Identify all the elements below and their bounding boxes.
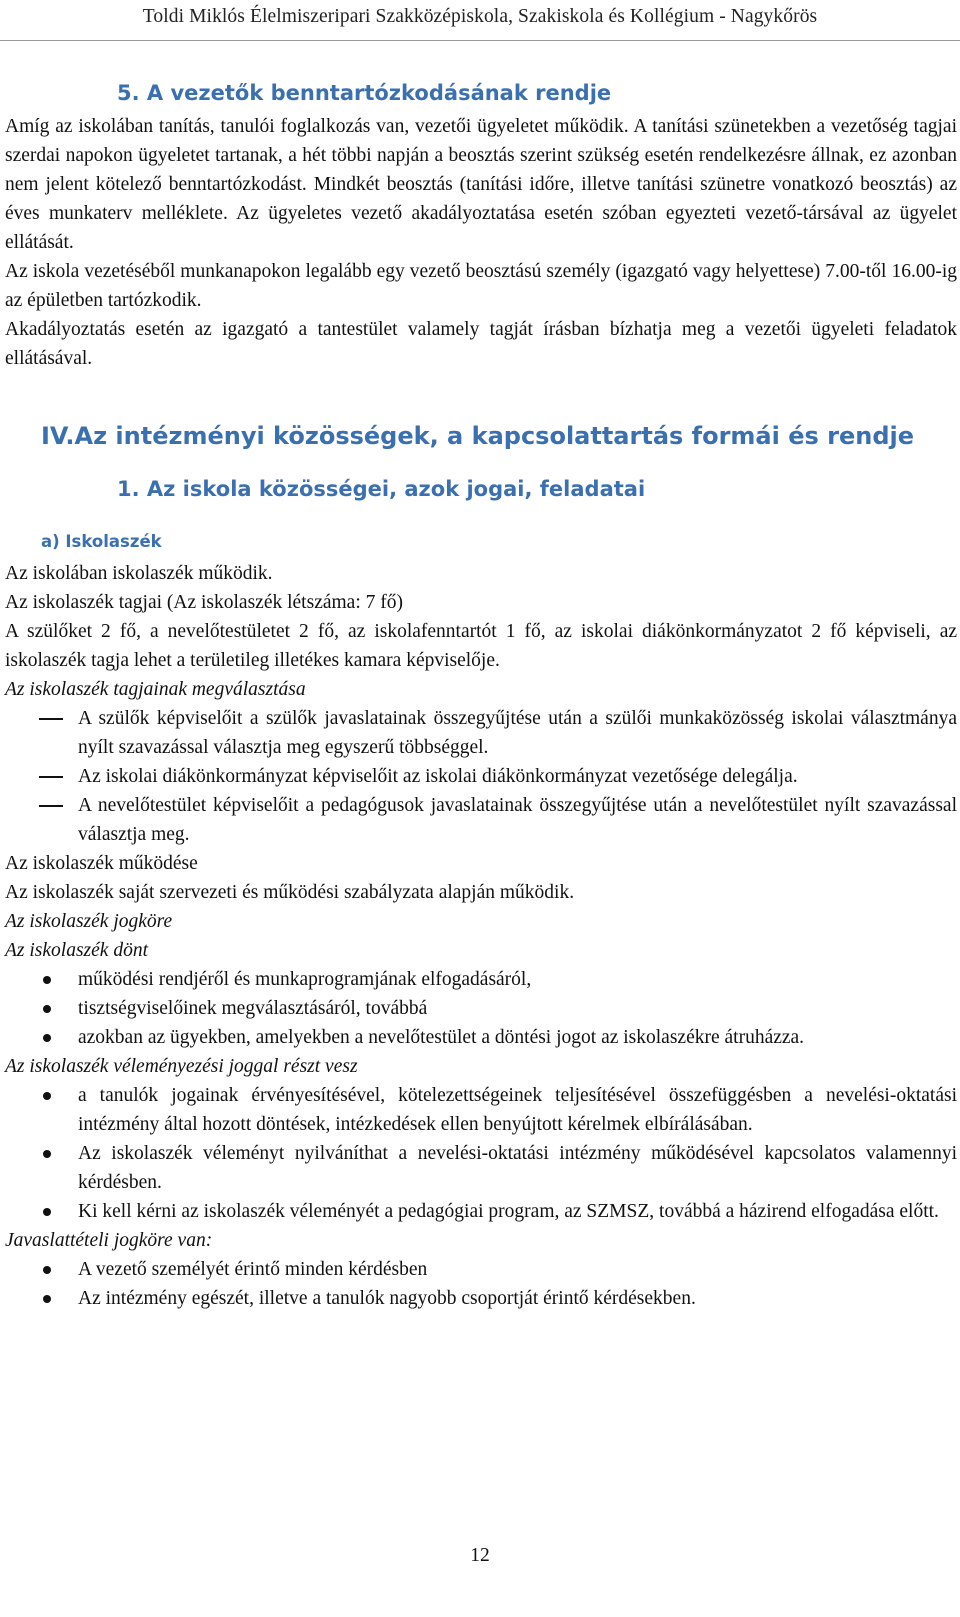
list-item-text: Az iskolai diákönkormányzat képviselőit az iskolai diákönkormányzat vezetősége delegálja. bbox=[78, 766, 798, 787]
decides-heading: Az iskolaszék dönt bbox=[5, 940, 148, 961]
list-item-text: Ki kell kérni az iskolaszék véleményét a pedagógiai program, az SZMSZ, továbbá a házirend elfogadása előtt. bbox=[78, 1201, 939, 1222]
list-item bbox=[5, 965, 957, 994]
dash-bullet-icon bbox=[39, 704, 65, 720]
list-item bbox=[5, 1139, 957, 1197]
section-5-paragraph-2: Az iskola vezetéséből munkanapokon legalább egy vezető beosztású személy (igazgató vagy helyettese) 7.00-től 16.00-ig az épületben tartózkodik. bbox=[5, 261, 957, 311]
proposal-heading: Javaslattételi jogköre van: bbox=[5, 1230, 213, 1251]
operation-text: Az iskolaszék saját szervezeti és működési szabályzata alapján működik. bbox=[5, 882, 575, 903]
list-item-text: Az intézmény egészét, illetve a tanulók nagyobb csoportját érintő kérdésekben. bbox=[78, 1288, 696, 1309]
list-item-text: tisztségviselőinek megválasztásáról, továbbá bbox=[78, 998, 428, 1019]
decides-list bbox=[5, 965, 957, 1052]
page-number: 12 bbox=[470, 1545, 490, 1566]
operation-heading: Az iskolaszék működése bbox=[5, 853, 198, 874]
header-school-name: Toldi Miklós Élelmiszeripari Szakközépiskola, Szakiskola és Kollégium - Nagykőrös bbox=[142, 6, 818, 27]
chapter-iv-heading: IV.Az intézményi közösségek, a kapcsolattartás formái és rendje bbox=[41, 422, 914, 450]
section-5-paragraph-3: Akadályoztatás esetén az igazgató a tantestület valamely tagját írásban bízhatja meg a vezetői ügyeleti feladatok ellátásával. bbox=[5, 319, 957, 369]
list-item-text: A nevelőtestület képviselőit a pedagógusok javaslatainak összegyűjtése után a nevelőtestület nyílt szavazással választja meg. bbox=[78, 795, 957, 845]
bullet-icon bbox=[43, 1208, 51, 1216]
list-item-text: A vezető személyét érintő minden kérdésben bbox=[78, 1259, 428, 1280]
section-5-paragraph-1: Amíg az iskolában tanítás, tanulói foglalkozás van, vezetői ügyeletet működik. A tanítási szünetekben a vezetőség tagjai szerdai napokon ügyeletet tartanak, a hét többi napján a beosztás szerint szükség esetén rendelkezésre állnak, ez azonban nem jelent kötelező benntartózkodást. Mindkét beosztás (tanítási időre, illetve tanítási szünetre vonatkozó beosztás) az éves munkaterv melléklete. Az ügyeletes vezető akadályoztatása esetén szóban egyezteti vezető-társával az ügyelet ellátását. bbox=[5, 116, 957, 253]
bullet-icon bbox=[43, 1034, 51, 1042]
list-item bbox=[5, 704, 957, 762]
election-list bbox=[5, 704, 957, 849]
list-item-text: működési rendjéről és munkaprogramjának elfogadásáról, bbox=[78, 969, 532, 990]
dash-bullet-icon bbox=[39, 791, 65, 807]
opinion-list bbox=[5, 1081, 957, 1226]
bullet-icon bbox=[43, 1150, 51, 1158]
page-header bbox=[0, 0, 960, 41]
list-item bbox=[5, 1081, 957, 1139]
opinion-heading: Az iskolaszék véleményezési joggal részt vesz bbox=[5, 1056, 358, 1077]
powers-heading: Az iskolaszék jogköre bbox=[5, 911, 173, 932]
list-item-text: a tanulók jogainak érvényesítésével, kötelezettségeinek teljesítésével összefüggésben a nevelési-oktatási intézmény által hozott döntések, intézkedések ellen benyújtott kérelmek elbírálásában. bbox=[78, 1085, 957, 1135]
iskolaszek-heading: a) Iskolaszék bbox=[41, 532, 162, 551]
bullet-icon bbox=[43, 1005, 51, 1013]
list-item bbox=[5, 1284, 957, 1313]
body-paragraph-1: Az iskolában iskolaszék működik. bbox=[5, 563, 273, 584]
bullet-icon bbox=[43, 1266, 51, 1274]
chapter-iv-subheading: 1. Az iskola közösségei, azok jogai, feladatai bbox=[117, 477, 646, 501]
list-item-text: A szülők képviselőit a szülők javaslatainak összegyűjtése után a szülői munkaközösség iskolai választmánya nyílt szavazással választja meg egyszerű többséggel. bbox=[78, 708, 957, 758]
list-item bbox=[5, 994, 957, 1023]
section-5-heading: 5. A vezetők benntartózkodásának rendje bbox=[117, 81, 612, 105]
list-item bbox=[5, 1197, 957, 1226]
body-paragraph-2: Az iskolaszék tagjai (Az iskolaszék létszáma: 7 fő) bbox=[5, 592, 403, 613]
bullet-icon bbox=[43, 1295, 51, 1303]
list-item bbox=[5, 1255, 957, 1284]
list-item bbox=[5, 1023, 957, 1052]
dash-bullet-icon bbox=[39, 762, 65, 778]
bullet-icon bbox=[43, 976, 51, 984]
election-heading: Az iskolaszék tagjainak megválasztása bbox=[5, 679, 306, 700]
list-item bbox=[5, 762, 957, 791]
body-paragraph-3: A szülőket 2 fő, a nevelőtestületet 2 fő, az iskolafenntartót 1 fő, az iskolai diákönkormányzatot 2 fő képviseli, az iskolaszék tagja lehet a területileg illetékes kamara képviselője. bbox=[5, 621, 957, 671]
document-content bbox=[5, 72, 957, 1313]
proposal-list bbox=[5, 1255, 957, 1313]
list-item-text: azokban az ügyekben, amelyekben a nevelőtestület a döntési jogot az iskolaszékre átruházza. bbox=[78, 1027, 805, 1048]
list-item bbox=[5, 791, 957, 849]
bullet-icon bbox=[43, 1092, 51, 1100]
list-item-text: Az iskolaszék véleményt nyilváníthat a nevelési-oktatási intézmény működésével kapcsolatos valamennyi kérdésben. bbox=[78, 1143, 957, 1193]
